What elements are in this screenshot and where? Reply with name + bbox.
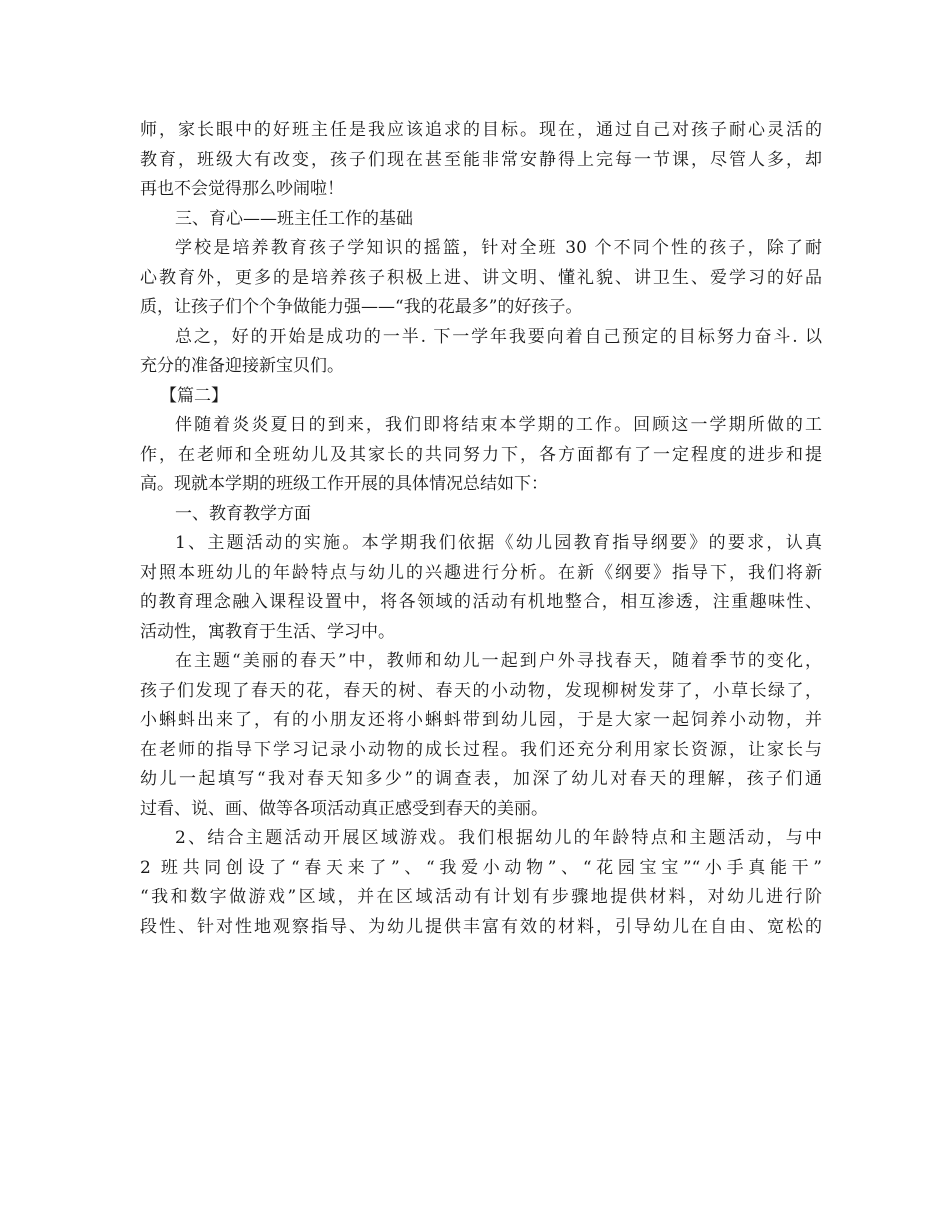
text-line: 小蝌蚪出来了，有的小朋友还将小蝌蚪带到幼儿园，于是大家一起饲养小动物，并 — [140, 710, 822, 730]
chapter-heading: 【篇二】 — [160, 385, 228, 406]
text-line: 2 班共同创设了“春天来了”、“我爱小动物”、“花园宝宝”“小手真能干” — [140, 857, 822, 878]
text-line: 过看、说、画、做等各项活动真正感受到春天的美丽。 — [140, 798, 548, 819]
text-line: 作，在老师和全班幼儿及其家长的共同努力下，各方面都有了一定程度的进步和提 — [140, 444, 822, 465]
section-heading: 一、教育教学方面 — [175, 503, 311, 524]
text-line: 再也不会觉得那么吵闹啦！ — [140, 179, 344, 199]
document-body — [140, 116, 822, 942]
text-line: 的教育理念融入课程设置中，将各领域的活动有机地整合，相互渗透，注重趣味性、 — [140, 592, 822, 612]
text-line: 在老师的指导下学习记录小动物的成长过程。我们还充分利用家长资源，让家长与 — [140, 739, 822, 760]
text-line: 孩子们发现了春天的花，春天的树、春天的小动物，发现柳树发芽了，小草长绿了， — [140, 680, 822, 701]
text-line: 2、结合主题活动开展区域游戏。我们根据幼儿的年龄特点和主题活动，与中 — [175, 828, 822, 848]
text-line: 伴随着炎炎夏日的到来，我们即将结束本学期的工作。回顾这一学期所做的工 — [175, 415, 822, 435]
text-line: 质，让孩子们个个争做能力强——“我的花最多”的好孩子。 — [140, 297, 583, 317]
text-line: 对照本班幼儿的年龄特点与幼儿的兴趣进行分析。在新《纲要》指导下，我们将新 — [140, 562, 822, 583]
text-line: 师，家长眼中的好班主任是我应该追求的目标。现在，通过自己对孩子耐心灵活的 — [140, 120, 822, 140]
text-line: 高。现就本学期的班级工作开展的具体情况总结如下： — [140, 474, 548, 494]
section-heading: 三、育心——班主任工作的基础 — [175, 208, 413, 229]
text-line: 教育，班级大有改变，孩子们现在甚至能非常安静得上完每一节课，尽管人多，却 — [140, 149, 822, 170]
text-line: 学校是培养教育孩子学知识的摇篮，针对全班 30 个不同个性的孩子，除了耐 — [175, 238, 822, 258]
text-line: 总之，好的开始是成功的一半. 下一学年我要向着自己预定的目标努力奋斗. 以 — [175, 326, 822, 347]
text-line: 活动性，寓教育于生活、学习中。 — [140, 621, 395, 642]
text-line: 幼儿一起填写“我对春天知多少”的调查表，加深了幼儿对春天的理解，孩子们通 — [140, 769, 822, 789]
text-line: 在主题“美丽的春天”中，教师和幼儿一起到户外寻找春天，随着季节的变化， — [175, 651, 822, 671]
text-line: 心教育外，更多的是培养孩子积极上进、讲文明、懂礼貌、讲卫生、爱学习的好品 — [140, 267, 822, 288]
text-line: 充分的准备迎接新宝贝们。 — [140, 356, 344, 376]
text-line: 1、主题活动的实施。本学期我们依据《幼儿园教育指导纲要》的要求，认真 — [175, 533, 822, 553]
text-line: “我和数字做游戏”区域，并在区域活动有计划有步骤地提供材料，对幼儿进行阶 — [140, 887, 822, 907]
text-line: 段性、针对性地观察指导、为幼儿提供丰富有效的材料，引导幼儿在自由、宽松的 — [140, 916, 822, 937]
